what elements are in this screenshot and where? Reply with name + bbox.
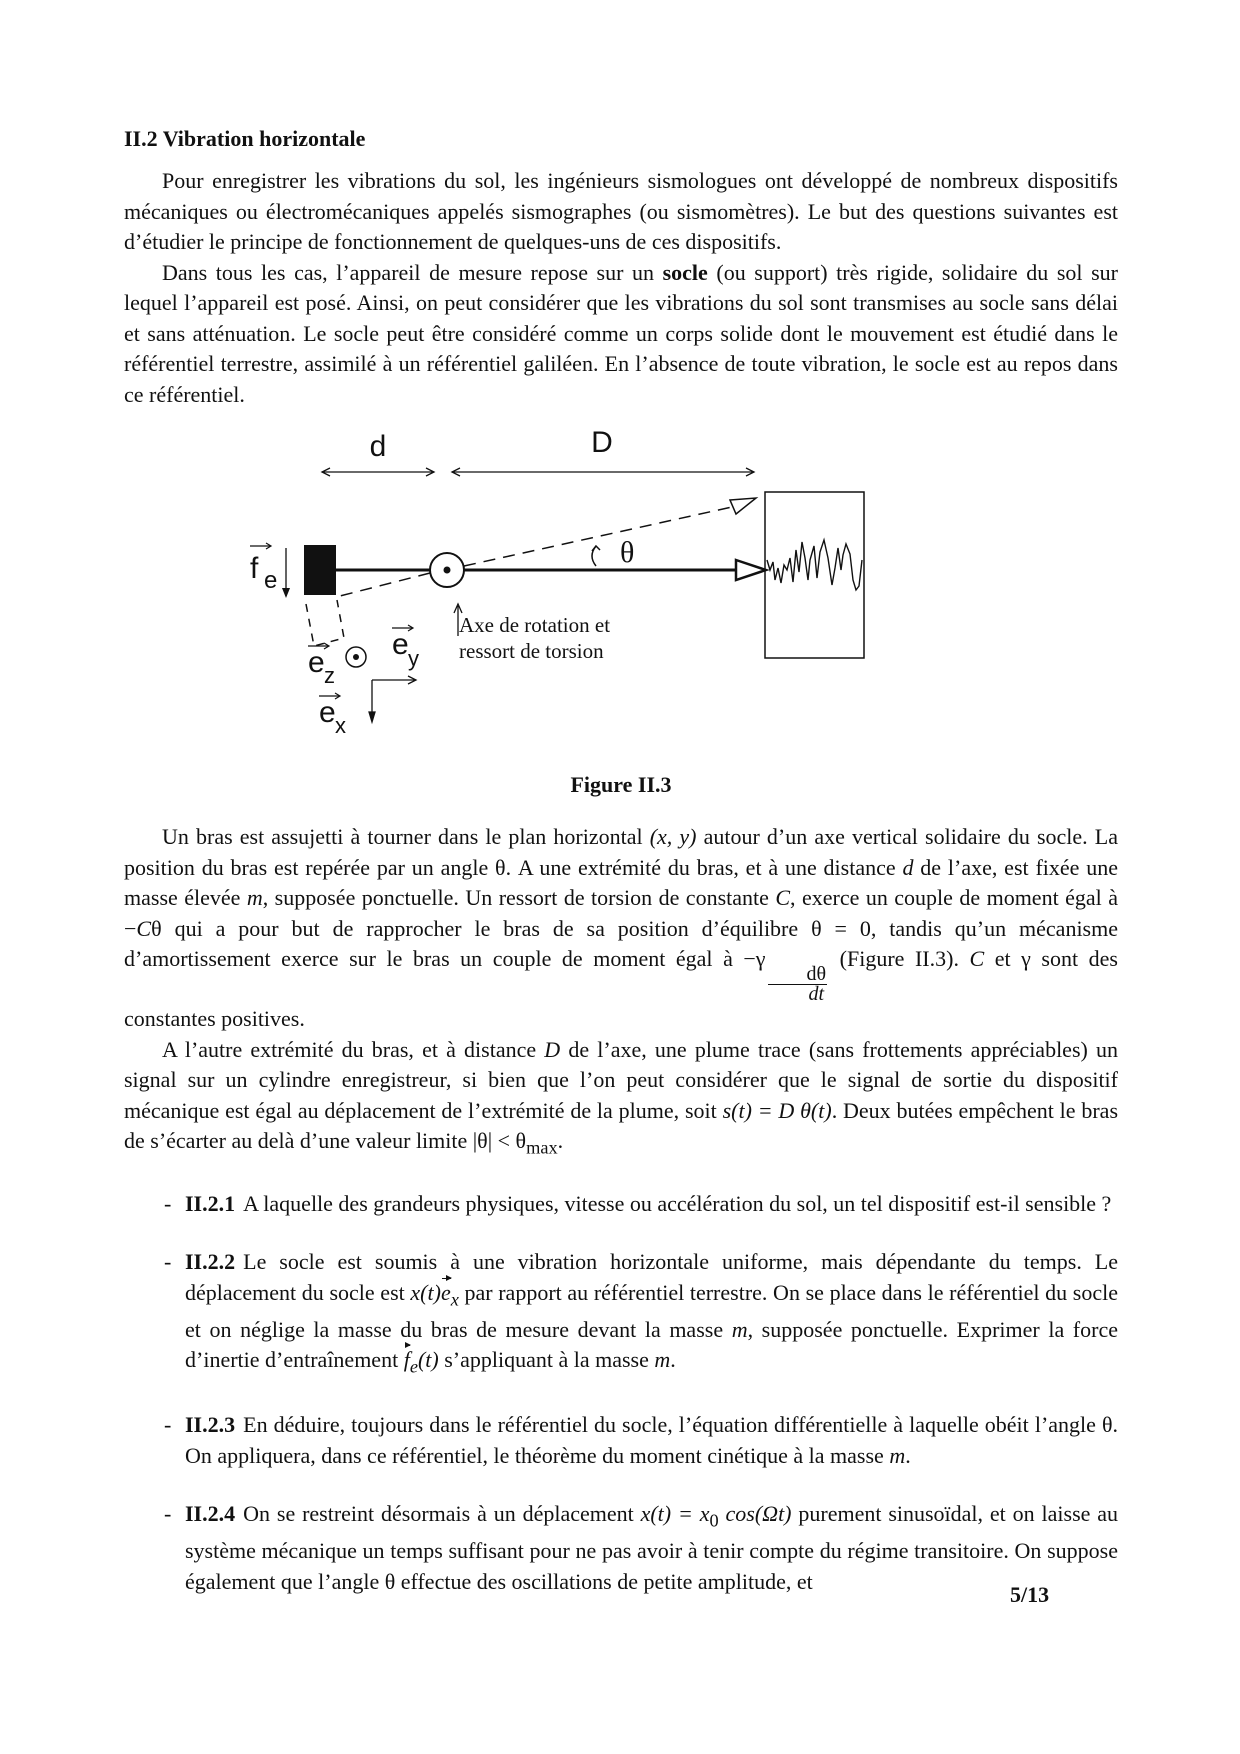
label-ez [308, 643, 335, 688]
label-theta: θ [620, 536, 635, 569]
svg-text:e: e [319, 696, 336, 729]
svg-text:e: e [308, 646, 325, 679]
page-number: 5/13 [1010, 1582, 1050, 1607]
label-fe [250, 543, 277, 594]
dimension-arrow-d [322, 468, 434, 476]
seismogram-trace [767, 540, 862, 590]
body-paragraph-4: A l’autre extrémité du bras, et à distance D de l’axe, une plume trace (sans frottements appréciables) un signal sur un cylindre enregistreur, si bien que l’on peut considérer que le signal de sortie du dispositif mécanique est égal au déplacement de l’extrémité de la plume, soit s(t) = D θ(t). Deux butées empêchent le bras de s’écarter au delà d’une valeur limite $|\theta| < \theta_{max}$. [124, 1036, 1119, 1158]
intro-paragraph-1: Pour enregistrer les vibrations du sol, les ingénieurs sismologues ont développé de nombreux dispositifs mécaniques ou électromécaniques appelés sismographes (ou sismomètres). Le but des questions suivantes est d’étudier le principe de fonctionnement de quelques-uns de ces dispositifs. [124, 168, 1118, 254]
intro-paragraph-2: Dans tous les cas, l’appareil de mesure repose sur un socle (ou support) très rigide, solidaire du sol sur lequel l’appareil est posé. Ainsi, on peut considérer que les vibrations du sol sont transmises au socle sans délai et sans atténuation. Le socle peut être considéré comme un corps solide dont le mouvement est étudié dans le référentiel terrestre, assimilé à un référentiel galiléen. En l’absence de toute vibration, le socle est au repos dans ce référentiel. [124, 259, 1118, 407]
fraction-dtheta-dt: $\frac{d\theta}{dt}$ [768, 965, 828, 1004]
mass-block [304, 545, 336, 595]
svg-text:x: x [335, 713, 346, 738]
label-ey [392, 625, 419, 671]
axis-label-line2: ressort de torsion [459, 639, 604, 663]
label-d: d [369, 430, 387, 463]
label-D: D [591, 426, 613, 459]
section-title: II.2 Vibration horizontale [124, 126, 366, 151]
svg-text:e: e [392, 628, 409, 661]
question-II-2-1: - II.2.1 A laquelle des grandeurs physiques, vitesse ou accélération du sol, un tel dispositif est-il sensible ? [164, 1190, 1112, 1216]
figure-diagram [124, 410, 1118, 770]
body-paragraph-3: Un bras est assujetti à tourner dans le plan horizontal (x, y) autour d’un axe vertical solidaire du socle. La position du bras est repérée par un angle θ. A une extrémité du bras, et à une distance d de l’axe, est fixée une masse élevée m, supposée ponctuelle. Un ressort de torsion de constante C, exerce un couple de moment égal à −Cθ qui a pour but de rapprocher le bras de sa position d’équilibre θ = 0, tandis qu’un mécanisme d’amortissement exerce sur le bras un couple de moment égal à −γ $\frac{d\theta}{dt}$ (Figure II.3). C et γ sont des constantes positives. [124, 824, 1118, 1031]
question-II-2-4: - II.2.4 On se restreint désormais à un déplacement $x(t) = x_0$ cos(Ωt) purement sinusoïdal, et on laisse au système mécanique un temps suffisant pour ne pas avoir à tenir compte du régime transitoire. On suppose également que l’angle θ effectue des oscillations de petite amplitude, et [164, 1501, 1119, 1594]
label-ex [319, 693, 346, 738]
axis-label-line1: Axe de rotation et [459, 613, 611, 637]
svg-text:y: y [408, 646, 419, 671]
page-content [124, 124, 1118, 1625]
question-II-2-3: - II.2.3 En déduire, toujours dans le référentiel du socle, l’équation différentielle à laquelle obéit l’angle θ. On appliquera, dans ce référentiel, le théorème du moment cinétique à la masse m. [164, 1412, 1118, 1468]
pen-tip [736, 560, 766, 580]
svg-text:e: e [264, 567, 278, 594]
basis-arrows [369, 676, 416, 722]
figure-caption: Figure II.3 [570, 772, 672, 797]
dimension-arrow-D [452, 468, 754, 476]
figure-II-3 [124, 410, 1118, 810]
svg-text:f: f [250, 552, 259, 585]
question-list [124, 1189, 1118, 1597]
question-II-2-2: - II.2.2 Le socle est soumis à une vibration horizontale uniforme, mais dépendante du temps. Le déplacement du socle est $x(t)e_x$ par rapport au référentiel terrestre. On se place dans le référentiel du socle et on néglige la masse du bras de mesure devant la masse m, supposée ponctuelle. Exprimer la force d’inertie d’entraînement $f_e(t)$ s’appliquant à la masse m. [164, 1249, 1118, 1377]
svg-text:z: z [324, 663, 335, 688]
